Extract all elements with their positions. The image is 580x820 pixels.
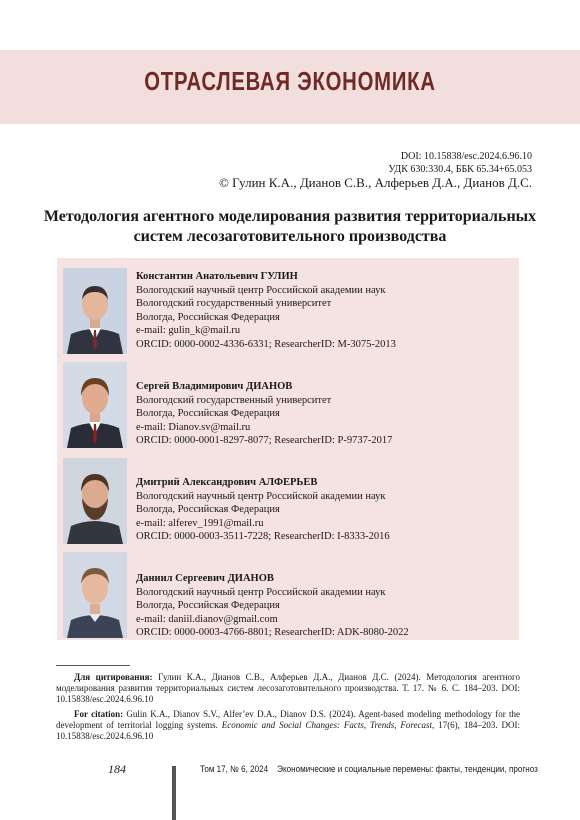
author-email[interactable]: e-mail: gulin_k@mail.ru [136,325,241,336]
citation-en-label: For citation: [74,709,124,719]
article-title [40,207,540,247]
author-photo [63,362,127,448]
author-name: Сергей Владимирович ДИАНОВ [136,381,293,392]
section-title: ОТРАСЛЕВАЯ ЭКОНОМИКА [144,66,436,96]
author-info [136,270,396,351]
article-title-line: систем лесозаготовительного производства [133,228,447,245]
author-name: Константин Анатольевич ГУЛИН [136,271,298,282]
footer-issue: Том 17, № 6, 2024 [200,764,269,774]
author-location: Вологда, Российская Федерация [136,311,280,323]
author-affiliation: Вологодский научный центр Российской академии наук [136,586,386,598]
author-affiliation: Вологодский научный центр Российской академии наук [136,284,386,296]
author-affiliation: Вологодский государственный университет [136,394,332,406]
author-location: Вологда, Российская Федерация [136,600,280,611]
citation-en [56,709,520,742]
footer-running-title [200,764,538,774]
author-affiliation: Вологодский государственный университет [136,298,332,309]
footnote-rule [56,665,130,666]
author-location: Вологда, Российская Федерация [136,504,280,515]
author-ids: ORCID: 0000-0003-3511-7228; ResearcherID: I-8333-2016 [136,531,390,542]
citation-en-text: Gulin K.A., Dianov S.V., Alfer’ev D.A., Dianov D.S. (2024). Agent-based modeling methodology for the development of territorial logging systems. [56,709,520,730]
doi[interactable]: DOI: 10.15838/esc.2024.6.96.10 [400,151,532,162]
author-ids: ORCID: 0000-0003-4766-8801; ResearcherID: ADK-8080-2022 [136,627,409,638]
author-photo [63,458,127,544]
author-name: Дмитрий Александрович АЛФЕРЬЕВ [136,477,318,488]
citation-en-tail: , 17(6), 184–203. DOI: 10.15838/esc.2024.6.96.10 [56,720,520,741]
author-name: Даниил Сергеевич ДИАНОВ [136,573,274,584]
author-photo [63,552,127,638]
citation-ru [56,672,520,705]
author-ids: ORCID: 0000-0001-8297-8077; ResearcherID: P-9737-2017 [136,435,393,446]
author-location: Вологда, Российская Федерация [136,408,280,419]
page-number: 184 [108,762,126,776]
author-ids: ORCID: 0000-0002-4336-6331; ResearcherID: M-3075-2013 [136,338,396,350]
author-info [136,380,392,448]
author-email[interactable]: e-mail: Dianov.sv@mail.ru [136,421,251,433]
author-email[interactable]: e-mail: daniil.dianov@gmail.com [136,613,278,625]
citation-ru-label: Для цитирования: [74,672,153,682]
citation-ru-text: Гулин К.А., Дианов С.В., Алферьев Д.А., Дианов Д.С. (2024). Методология агентного моделирования развития территориальных систем лесозаготовительного производства. Т. 17. № 6. С. 184–203. DOI: 10.15838/esc.2024.6.96.10 [56,672,521,704]
footer-divider [172,766,176,820]
author-info [136,476,390,544]
author-affiliation: Вологодский научный центр Российской академии наук [136,490,386,502]
author-info [136,572,409,640]
copyright-authors: © Гулин К.А., Дианов С.В., Алферьев Д.А., Дианов Д.С. [219,175,532,190]
udc: УДК 630:330.4, ББК 65.34+65.053 [388,164,532,175]
citation-en-journal: Economic and Social Changes: Facts, Trends, Forecast [221,720,433,730]
author-email[interactable]: e-mail: alferev_1991@mail.ru [136,517,264,529]
author-photo [63,268,127,354]
article-title-line: Методология агентного моделирования развития территориальных [43,208,537,225]
footer-journal: Экономические и социальные перемены: факты, тенденции, прогноз [277,764,538,774]
